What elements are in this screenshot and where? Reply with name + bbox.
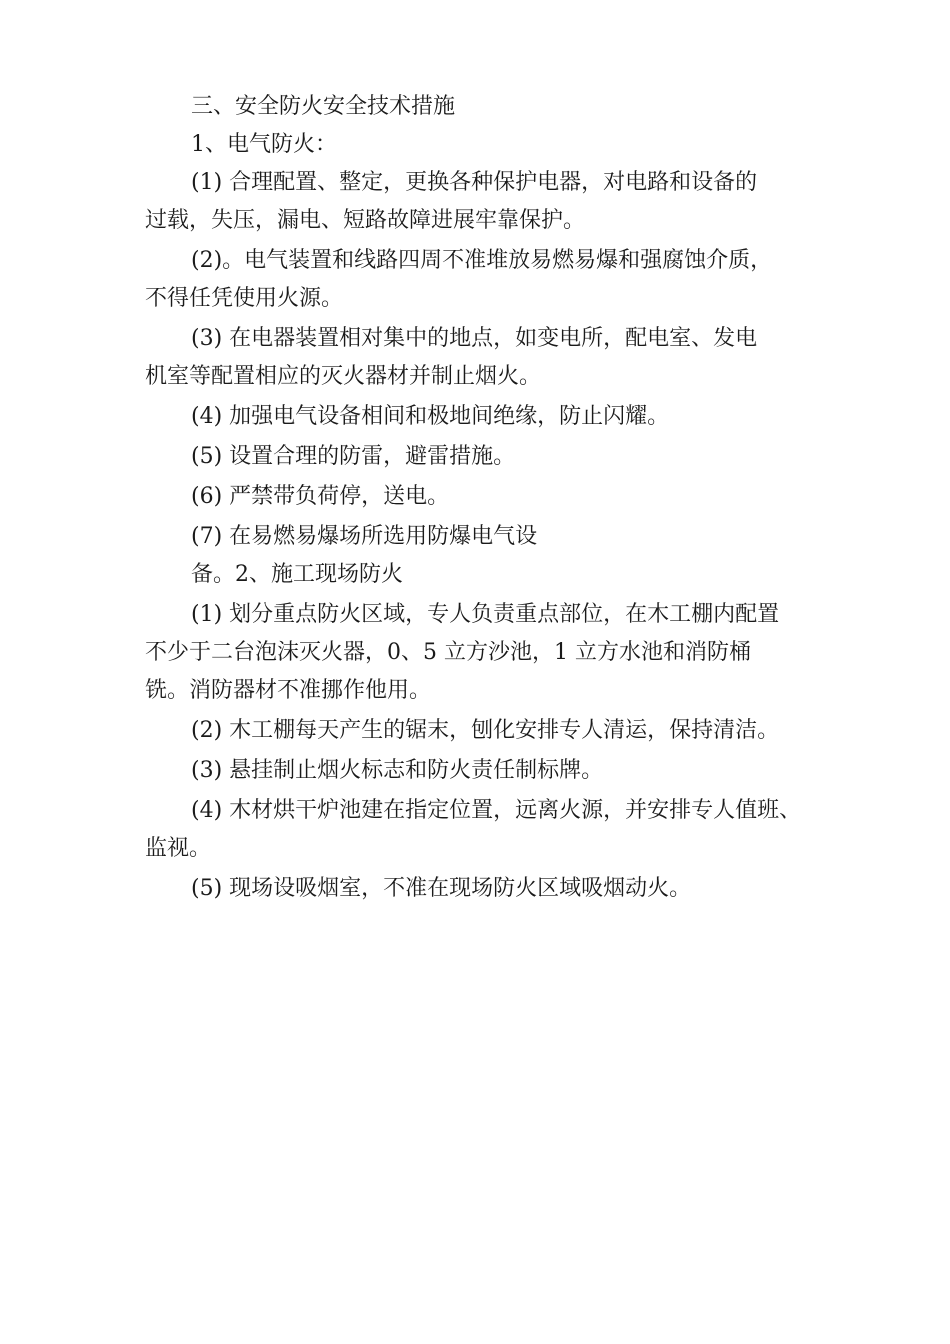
paragraph-line: 监视。 [145, 836, 212, 861]
paragraph-line: (5) 设置合理的防雷，避雷措施。 [191, 444, 516, 469]
subsection-heading-electrical: 1、电气防火： [191, 132, 337, 157]
paragraph-electrical-2 [145, 242, 815, 318]
paragraph-line: (4) 木材烘干炉池建在指定位置，远离火源，并安排专人值班、 [191, 798, 802, 823]
paragraph-site-1 [145, 596, 815, 710]
paragraph-site-4 [145, 792, 815, 868]
paragraph-line: 不少于二台泡沫灭火器，0、5 立方沙池，1 立方水池和消防桶 [145, 640, 751, 665]
paragraph-line: (3) 悬挂制止烟火标志和防火责任制标牌。 [191, 758, 604, 783]
document-body [145, 88, 815, 908]
paragraph-electrical-5 [145, 438, 815, 476]
paragraph-electrical-7 [145, 518, 815, 556]
paragraph-line: 机室等配置相应的灭火器材并制止烟火。 [145, 364, 542, 389]
paragraph-electrical-4 [145, 398, 815, 436]
subsection-heading-site: 备。2、施工现场防火 [191, 562, 403, 587]
section-heading: 三、安全防火安全技术措施 [191, 94, 456, 119]
paragraph-electrical-3 [145, 320, 815, 396]
paragraph-line: 铣。消防器材不准挪作他用。 [145, 678, 432, 703]
paragraph-line: (2)。电气装置和线路四周不准堆放易燃易爆和强腐蚀介质， [191, 248, 773, 273]
paragraph-site-3 [145, 752, 815, 790]
paragraph-electrical-1 [145, 164, 815, 240]
paragraph-line: (1) 划分重点防火区域，专人负责重点部位，在木工棚内配置 [191, 602, 780, 627]
paragraph-line: (2) 木工棚每天产生的锯末，刨化安排专人清运，保持清洁。 [191, 718, 780, 743]
paragraph-line: (1) 合理配置、整定，更换各种保护电器，对电路和设备的 [191, 170, 758, 195]
paragraph-line: (7) 在易燃易爆场所选用防爆电气设 [191, 524, 538, 549]
paragraph-site-5 [145, 870, 815, 908]
paragraph-line: (6) 严禁带负荷停，送电。 [191, 484, 450, 509]
paragraph-line: 不得任凭使用火源。 [145, 286, 344, 311]
paragraph-electrical-6 [145, 478, 815, 516]
paragraph-line: (3) 在电器装置相对集中的地点，如变电所，配电室、发电 [191, 326, 758, 351]
paragraph-line: 过载，失压，漏电、短路故障进展牢靠保护。 [145, 208, 586, 233]
paragraph-line: (4) 加强电气设备相间和极地间绝缘，防止闪耀。 [191, 404, 670, 429]
paragraph-site-2 [145, 712, 815, 750]
paragraph-line: (5) 现场设吸烟室，不准在现场防火区域吸烟动火。 [191, 876, 692, 901]
